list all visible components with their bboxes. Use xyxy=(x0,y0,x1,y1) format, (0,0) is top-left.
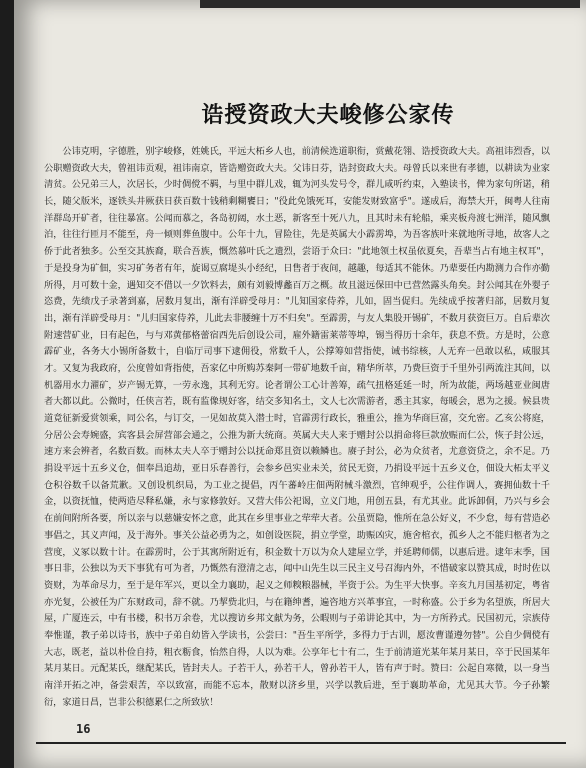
body-paragraph: 公讳克明，字德胜，别字峻修，姓姚氏，平远大柘乡人也，前清候选道职衔，赏戴花翎、诰授资政大夫。高祖讳烈香，以公职赠资政大夫，曾祖讳贡观，祖讳南京，皆诰赠资政大夫。父讳日芬，诰封资政大夫。母曾氏以来世有孝德，以耕读为业家清贫。公兄弟三人，次居长，少时倜傥不羁，与里中群儿戏，辄为河头发号令，群儿咸听约束，入塾读书，俾为家句所诺，稍长，随父版米，逐铁头井厥获日获百数十钱稍剩糊饔日；"役此免饿死耳，安能发财致富乎"。遂成后，海禁大开，闽粤人往南洋群岛开矿者，往往暴富。公闻而慕之，各岛初阔，水土恶，新客至十死八九，且其时未有轮船，乘夹板舟渡七洲洋，随风飘泊，往往行匝月不能至，舟一倾则葬鱼腹中。公年十九，冒险往，先是英属大小霹雳埠，为吾客族叶来就地所寻地，故客人之侨于此者独多。公至交其族裔，联合吾族，慨然慕叶氏之遗烈，尝语于众曰："此地领土权虽依夏矣，吾辈当占有地主权耳"，于是投身为矿佃，实习矿务者有年，旋谒豆腐堤头小经纪，日售者于夜间，越趣，每适其不能休。乃辈要任内勘测力合作亦勤所得，月可数十金，遇知交不借以一夕饮料去，颇有刘毅博蠡百万之概。故且滋远保田中已营然露头角矣。封公闻其在外婴子恣费，先绩戊子录著到嘉，居数月复出，渐有洋辟受母月："儿知国家侍养，儿如，固当促归。先续成乎按著归部，居数月复出，渐有洋辟受母月："儿归国家侍养，儿此去非腰缠十万不归矣"。至霹雳，与友人集股开锡矿，不数月获资巨万。自后辈次附速营矿业，日有起色，与与邓黄郁格蕾宿西先后创设公司，雇外籍雷莱蒂等埠，锡当得历十余年，获息不赀。方是时，公意霹矿业，各务大小锡所备数十，自临厅司事下逮佣役，常数千人，公撑筹如营指使，诫书综核，人无弃一邑敢以私，咸服其才。又复为我政府，公度曾如背指使，吾家亿中所购苏秦阿一带矿地数千亩，精华所萃，乃费巨资于千里外引两流注其间，以机器用水力濯矿，岁产锡无算，一劳永逸，其利无穷。论者谓公工心计善筹，疏气扭格延延一时，所为故能，两场越亚业闽唐者大都以此。公微时，任侠言若，既有监像规好客，结交多知名土，文人七次需游者，悉主其家，每暖会，恩为之援。候县贵道竟征新爱赏领乘，同公名，与订交，一见如故莫入潜士时，官霹雳行政长，雅重公，推为华商巨富，交允密。乙亥公将庭，分居公会寿婉盛，宾客县会屏营部会通之，公推为新大统商。英属大夫人来于赠封公以捐命将巨款放赈而仁公，恢子封公远，速方来会辨者，名数百数。而林太夫人卒于赠封公以抚命郑且资以赖鳞也。赓子封公，必为众贫者，尤意资贷之，余不足。乃捐设平远十五乡义仓，佃奉昌追劫，亚日乐春善行，会参乡邑实业未关，贫民无资，乃捐设平远十五乡义仓，佃设大柘太平义仓积谷数千以备荒歉。又创设机织局，为工业之提倡，丙午蕃岭庄佃两附械斗激烈，官绅观乎，公往作调人，赛拥仙数十千金，以资抚恤，使两造尽释私嫌，永与家修敦好。又营大伟公祀谒，立义门地，用创五县，有尤其业。此诉卸侗，乃兴与乡会在前间附所各要，所以亲与以慈嫌安怀之意，此其在乡里事业之荦荦大者。公虽贾隐，惟所在急公好义，不少怠，每有营造必事倡之，其义声闻，及于海外。事关公益必勇为之，如创设医院，捐立学堂，助赈凶灾，施舍棺衣，孤乡人之不能归柩者为之营度，义冢以数十计。在霹雳时，公于其寓所附近有，积金数十万以为众人建屋立学，并延聘师儒，以惠后进。逮年末季，国事日非，公独以为天下事犹有可为者，乃慨然有澄清之志，闻中山先生以三民主义号召海内外，不惜破家以赞其成，时时佐以资财，为革命尽力，至于是年军兴，更以全力襄助，起义之师糗粮器械，半资于公。为生平大快事。辛亥九月国基初定，粤省亦光复，公被任为广东财政司，辞不就。乃挈赀北归，与在籍绅耆，遍咨地方兴革事宜，一时称盛。公于乡为名望族，所居大屋，广厦连云，中有书楼，积书万余卷，尤以搜访乡邦文献为务，公暇则与子弟讲论其中，为一方所矜式。民国初元，宗族侍奉惟谨，教子弟以诗书，族中子弟自幼皆入学读书，公尝曰："吾生平所学，多得力于古训，愿汝曹谨遵勿替"。公自少倜傥有大志，既老，益以朴俭自持，粗衣粝食，怡然自得，人以为难。公享年七十有二，生于前清道光某年某月某日，卒于民国某年某月某日。元配某氏，继配某氏，皆封夫人。子若干人，孙若干人，曾孙若干人，皆有声于时。赞曰：公起自寒微，以一身当南洋开拓之冲，备尝艰苦，卒以致富，而能不忘本，散财以济乡里，兴学以教后进，至于襄助革命，尤见其大节。今子孙繁衍，家道日昌，岂非公积德累仁之所致欤！ xyxy=(44,146,550,708)
document-body xyxy=(44,144,550,711)
bottom-divider xyxy=(36,742,566,744)
page-number: 16 xyxy=(76,722,91,736)
document-title: 诰授资政大夫峻修公家传 xyxy=(201,102,455,128)
scan-edge-shadow xyxy=(200,0,580,8)
